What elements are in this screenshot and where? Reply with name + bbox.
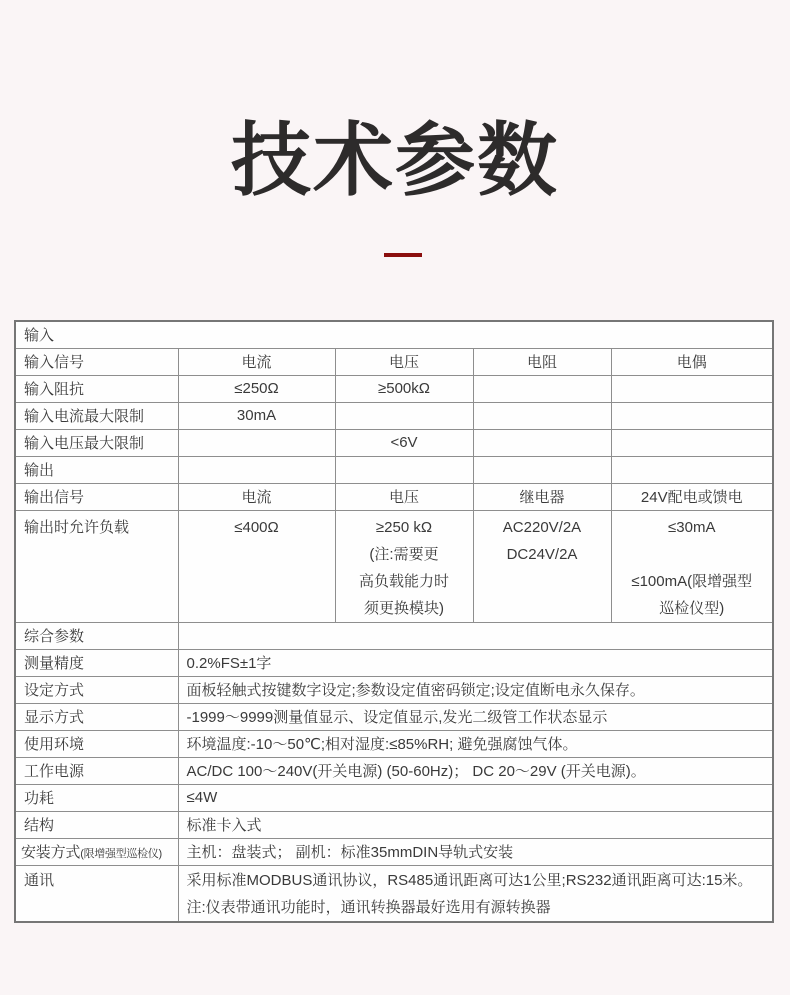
row-label: 输入信号 [15, 348, 178, 375]
value-cell-multiline [473, 510, 611, 622]
value-cell: AC/DC 100～240V(开关电源) (50-60Hz)； DC 20～29V (开关电源)。 [178, 757, 773, 784]
row-label: 使用环境 [15, 730, 178, 757]
row-structure [15, 811, 773, 838]
row-label: 输入阻抗 [15, 375, 178, 402]
install-label-note: (限增强型巡检仪) [80, 848, 162, 860]
value-cell-multiline [335, 510, 473, 622]
value-cell: 主机：盘装式； 副机：标准35mmDIN导轨式安装 [178, 838, 773, 865]
row-output-load [15, 510, 773, 622]
value-cell [178, 622, 773, 649]
value-line: 注:仪表带通讯功能时，通讯转换器最好选用有源转换器 [186, 898, 551, 916]
value-cell [473, 429, 611, 456]
row-input-current-max [15, 402, 773, 429]
row-setting-mode [15, 676, 773, 703]
install-label: 安装方式 [21, 844, 81, 861]
spec-table [14, 320, 774, 923]
row-label [15, 838, 178, 865]
value-cell: ≤400Ω [178, 510, 335, 622]
value-cell [473, 456, 611, 483]
value-cell [611, 456, 773, 483]
row-environment [15, 730, 773, 757]
value-cell [473, 375, 611, 402]
value-line: AC220V/2A [502, 518, 582, 536]
value-cell: 30mA [178, 402, 335, 429]
row-power-consumption [15, 784, 773, 811]
value-cell: 电阻 [473, 348, 611, 375]
row-label: 输出时允许负载 [15, 510, 178, 622]
row-label: 工作电源 [15, 757, 178, 784]
row-input-impedance [15, 375, 773, 402]
value-line: 须更换模块) [364, 599, 444, 617]
value-cell: 电偶 [611, 348, 773, 375]
section-label: 综合参数 [15, 622, 178, 649]
value-cell: 电流 [178, 348, 335, 375]
section-row-general [15, 622, 773, 649]
row-label: 结构 [15, 811, 178, 838]
value-cell-multiline [611, 510, 773, 622]
row-label: 设定方式 [15, 676, 178, 703]
value-cell: 24V配电或馈电 [611, 483, 773, 510]
value-cell: ≤4W [178, 784, 773, 811]
row-label: 功耗 [15, 784, 178, 811]
value-cell: 电压 [335, 483, 473, 510]
value-cell-multiline [178, 865, 773, 922]
value-cell: 电流 [178, 483, 335, 510]
value-cell: 标准卡入式 [178, 811, 773, 838]
value-line: ≤100mA(限增强型 [631, 572, 753, 590]
value-line: 采用标准MODBUS通讯协议，RS485通讯距离可达1公里;RS232通讯距离可达:15米。 [186, 871, 753, 889]
value-cell [611, 375, 773, 402]
row-label: 显示方式 [15, 703, 178, 730]
value-cell [611, 429, 773, 456]
section-row-input [15, 321, 773, 348]
value-line: 高负载能力时 [358, 572, 449, 590]
value-cell: 面板轻触式按键数字设定;参数设定值密码锁定;设定值断电永久保存。 [178, 676, 773, 703]
row-label: 输入电压最大限制 [15, 429, 178, 456]
page-title: 技术参数 [231, 116, 559, 205]
value-cell: 继电器 [473, 483, 611, 510]
row-input-voltage-max [15, 429, 773, 456]
value-cell: ≤250Ω [178, 375, 335, 402]
row-label: 输出信号 [15, 483, 178, 510]
section-row-output [15, 456, 773, 483]
section-label: 输入 [15, 321, 773, 348]
row-label: 输入电流最大限制 [15, 402, 178, 429]
value-cell: ≥500kΩ [335, 375, 473, 402]
section-label: 输出 [15, 456, 178, 483]
value-cell [473, 402, 611, 429]
row-output-signal [15, 483, 773, 510]
row-power-supply [15, 757, 773, 784]
row-label: 通讯 [15, 865, 178, 922]
row-communication [15, 865, 773, 922]
value-cell: 0.2%FS±1字 [178, 649, 773, 676]
value-cell [335, 402, 473, 429]
value-cell: <6V [335, 429, 473, 456]
value-cell: -1999～9999测量值显示、设定值显示,发光二级管工作状态显示 [178, 703, 773, 730]
value-cell: 电压 [335, 348, 473, 375]
value-cell [178, 429, 335, 456]
value-line: ≤30mA [668, 518, 716, 536]
value-line: DC24V/2A [506, 545, 578, 563]
row-installation [15, 838, 773, 865]
title-divider [384, 253, 422, 257]
value-cell [178, 456, 335, 483]
row-accuracy [15, 649, 773, 676]
value-cell: 环境温度:-10～50℃;相对湿度:≤85%RH; 避免强腐蚀气体。 [178, 730, 773, 757]
value-line: 巡检仪型) [659, 599, 725, 617]
value-cell [335, 456, 473, 483]
row-input-signal [15, 348, 773, 375]
value-line: ≥250 kΩ [375, 518, 433, 536]
row-label: 测量精度 [15, 649, 178, 676]
row-display-mode [15, 703, 773, 730]
value-cell [611, 402, 773, 429]
value-line: (注:需要更 [369, 545, 439, 563]
